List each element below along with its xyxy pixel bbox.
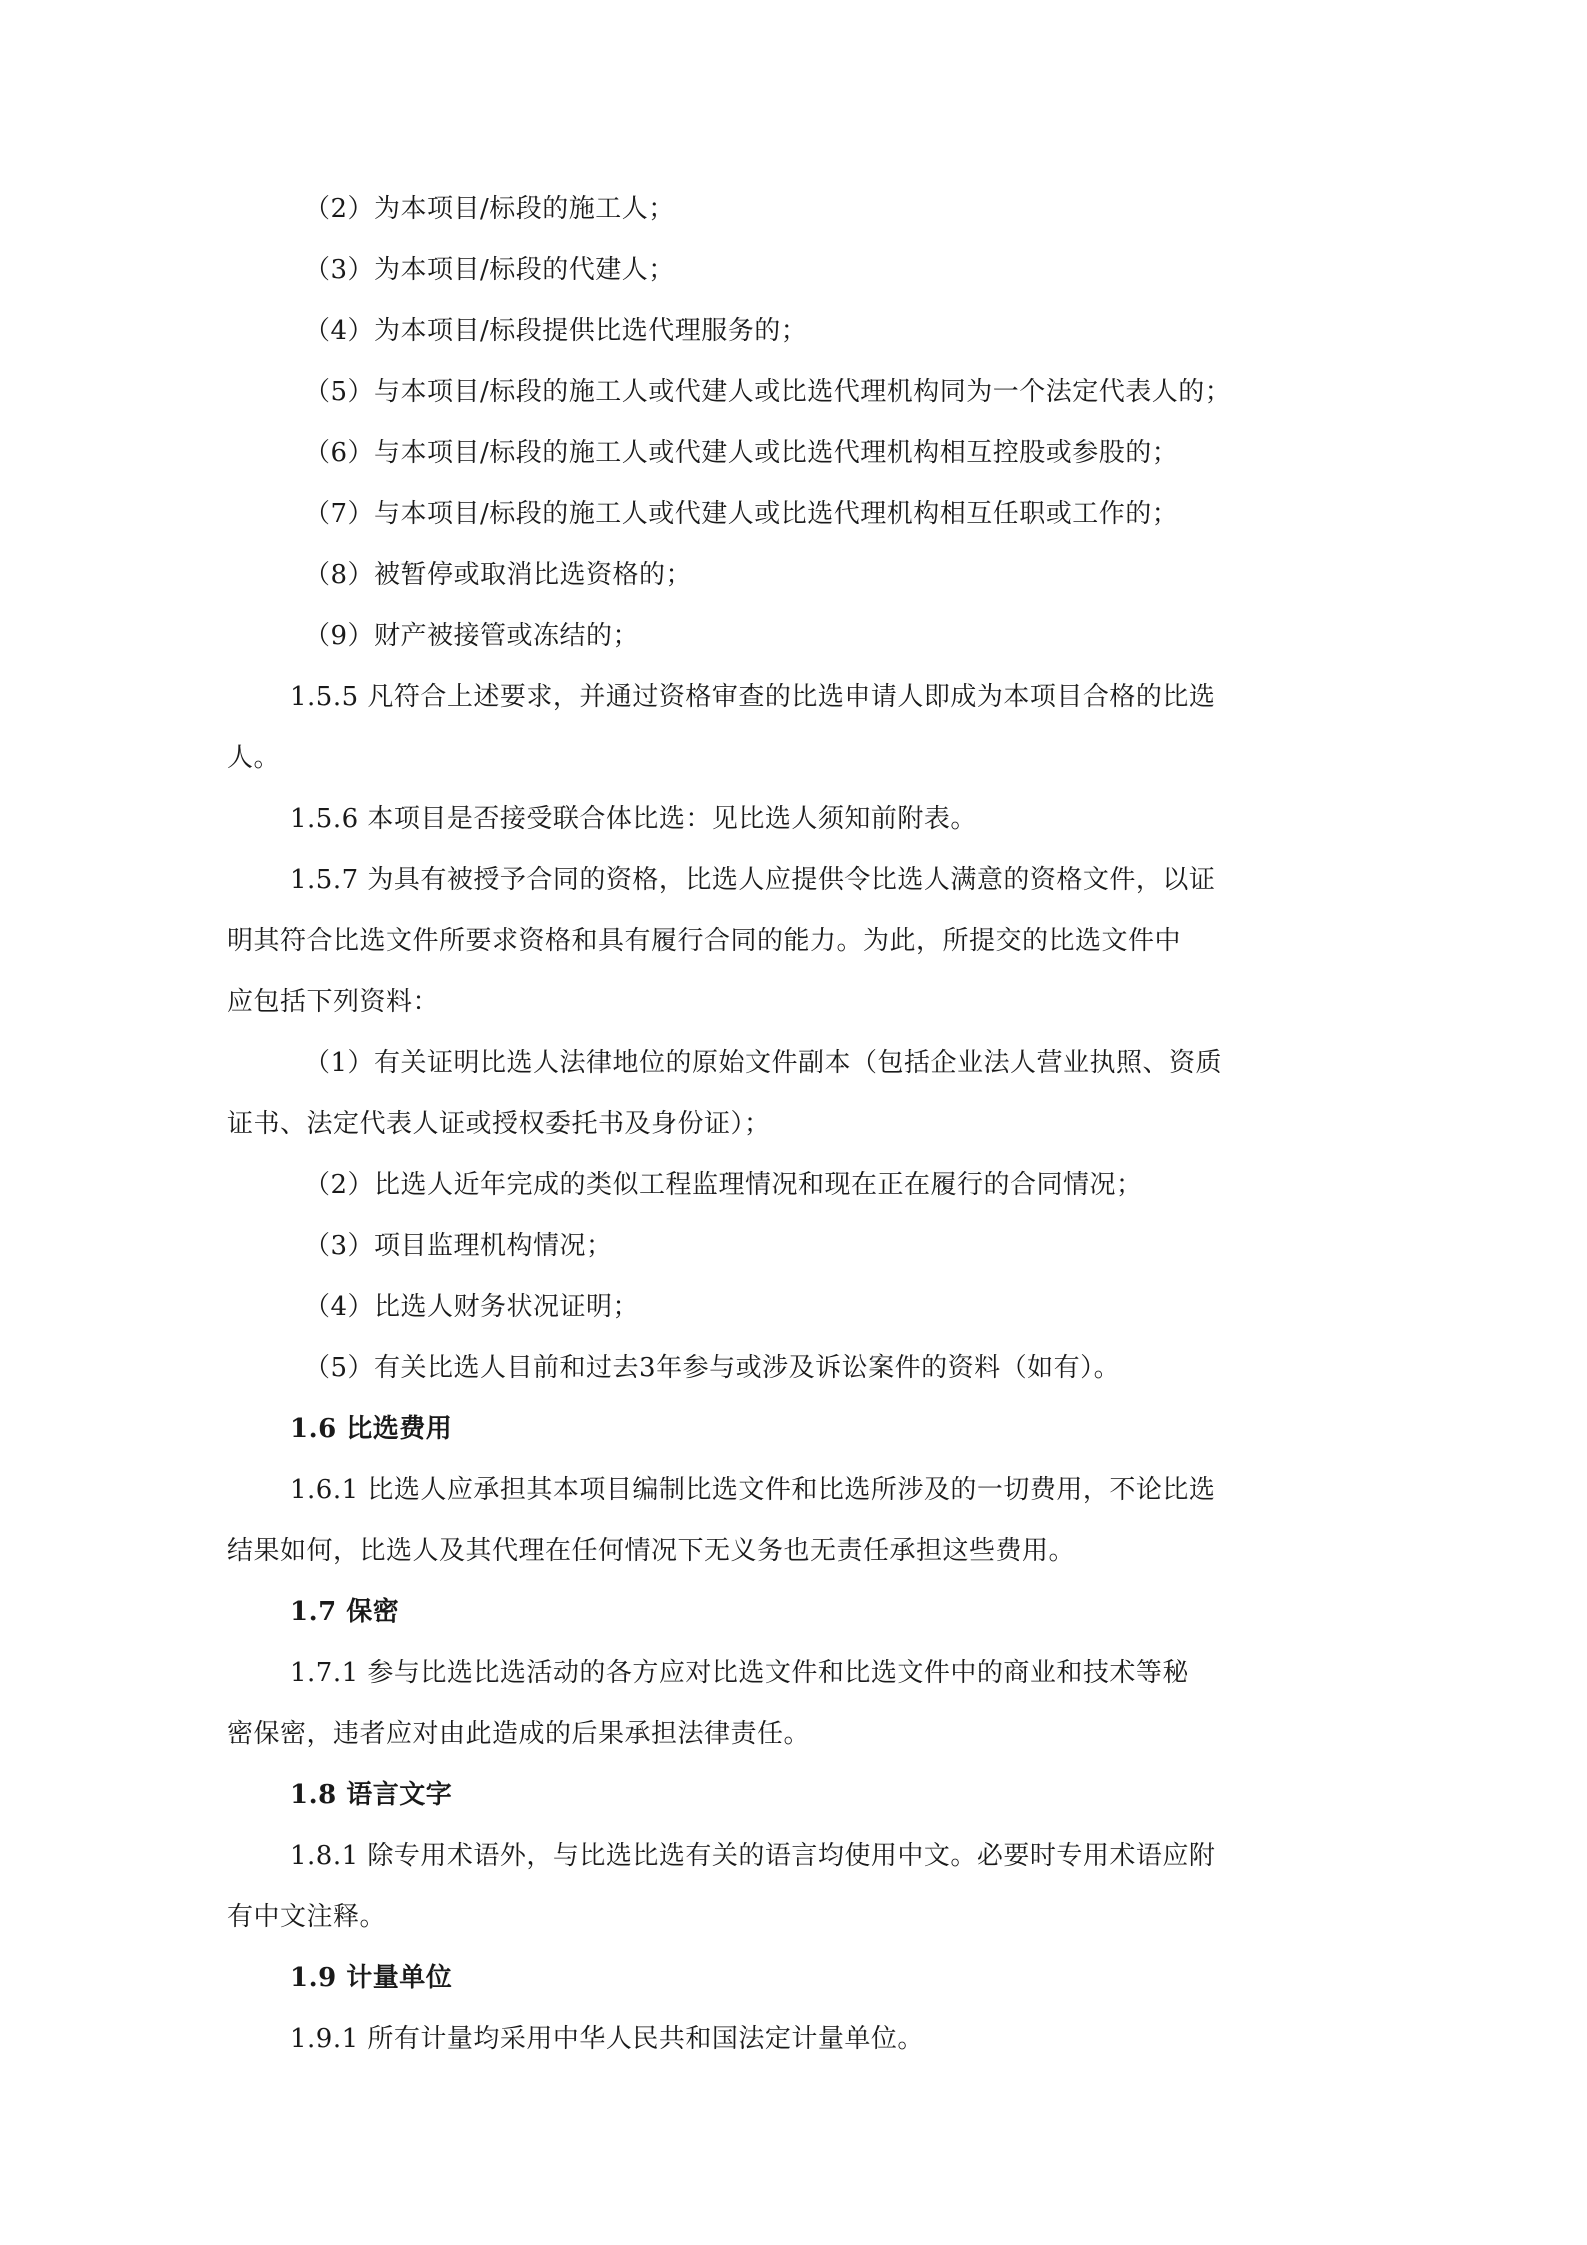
text-line: 人。 (227, 743, 281, 773)
text-line: 1.5.5 凡符合上述要求，并通过资格审查的比选申请人即成为本项目合格的比选 (290, 682, 1216, 712)
text-line: （6）与本项目/标段的施工人或代建人或比选代理机构相互控股或参股的； (304, 438, 1179, 468)
text-line: （7）与本项目/标段的施工人或代建人或比选代理机构相互任职或工作的； (304, 499, 1179, 529)
text-line: 明其符合比选文件所要求资格和具有履行合同的能力。为此，所提交的比选文件中 (227, 926, 1182, 956)
text-line: （2）比选人近年完成的类似工程监理情况和现在正在履行的合同情况； (304, 1170, 1143, 1200)
text-line: 密保密，违者应对由此造成的后果承担法律责任。 (227, 1719, 811, 1749)
section-heading: 1.7 保密 (290, 1597, 400, 1627)
text-line: 1.5.6 本项目是否接受联合体比选：见比选人须知前附表。 (290, 804, 977, 834)
text-line: 结果如何，比选人及其代理在任何情况下无义务也无责任承担这些费用。 (227, 1536, 1076, 1566)
section-heading: 1.8 语言文字 (290, 1780, 453, 1810)
section-heading: 1.6 比选费用 (290, 1414, 453, 1444)
text-line: 1.8.1 除专用术语外，与比选比选有关的语言均使用中文。必要时专用术语应附 (290, 1841, 1216, 1871)
text-line: （1）有关证明比选人法律地位的原始文件副本（包括企业法人营业执照、资质 (304, 1048, 1223, 1078)
text-line: 有中文注释。 (227, 1902, 387, 1932)
text-line: （8）被暂停或取消比选资格的； (304, 560, 693, 590)
text-line: （4）比选人财务状况证明； (304, 1292, 640, 1322)
text-line: 1.9.1 所有计量均采用中华人民共和国法定计量单位。 (290, 2024, 924, 2054)
text-line: （5）与本项目/标段的施工人或代建人或比选代理机构同为一个法定代表人的； (304, 377, 1232, 407)
text-line: 1.7.1 参与比选比选活动的各方应对比选文件和比选文件中的商业和技术等秘 (290, 1658, 1189, 1688)
text-line: （9）财产被接管或冻结的； (304, 621, 640, 651)
text-line: 证书、法定代表人证或授权委托书及身份证）； (227, 1109, 771, 1139)
text-line: （3）项目监理机构情况； (304, 1231, 613, 1261)
text-line: （4）为本项目/标段提供比选代理服务的； (304, 316, 808, 346)
text-line: （2）为本项目/标段的施工人； (304, 194, 675, 224)
text-line: 1.6.1 比选人应承担其本项目编制比选文件和比选所涉及的一切费用，不论比选 (290, 1475, 1216, 1505)
text-line: （3）为本项目/标段的代建人； (304, 255, 675, 285)
text-line: 应包括下列资料： (227, 987, 440, 1017)
text-line: （5）有关比选人目前和过去3年参与或涉及诉讼案件的资料（如有）。 (304, 1353, 1121, 1383)
text-line: 1.5.7 为具有被授予合同的资格，比选人应提供令比选人满意的资格文件，以证 (290, 865, 1216, 895)
section-heading: 1.9 计量单位 (290, 1963, 453, 1993)
